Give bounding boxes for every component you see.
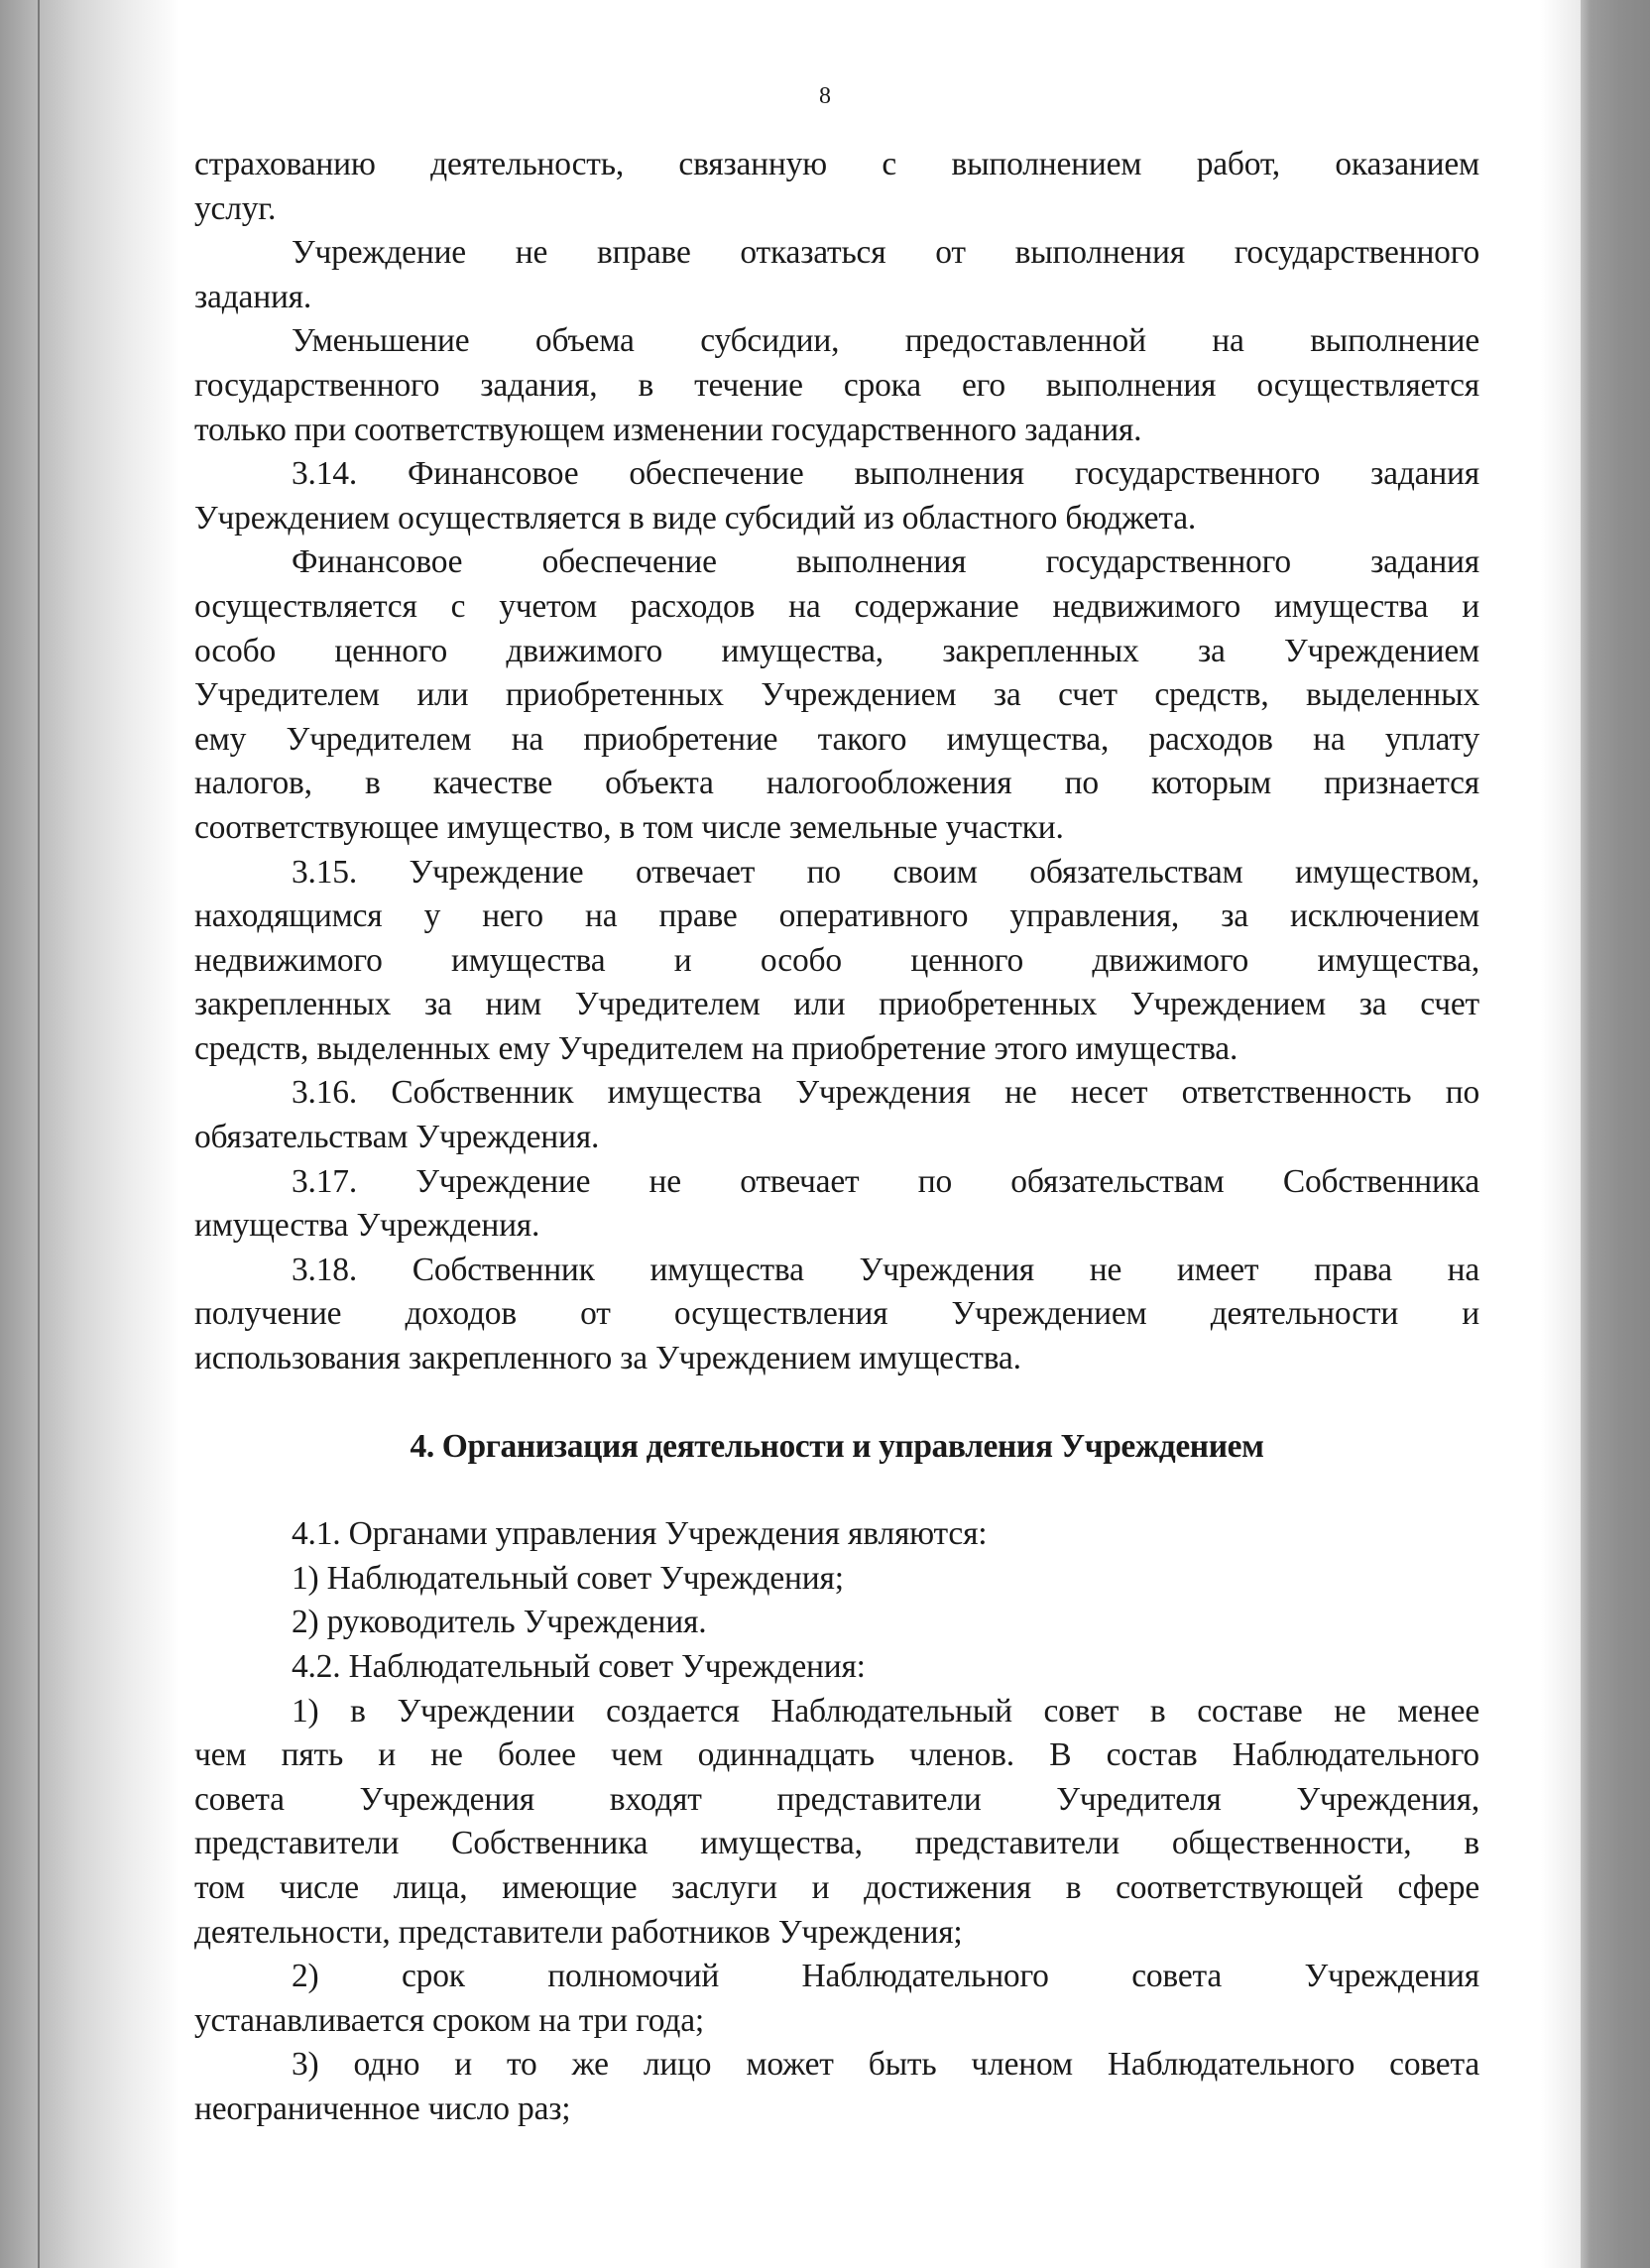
text-line: устанавливается сроком на три года; [194, 2001, 704, 2039]
paragraph [194, 143, 1479, 231]
page-number: 8 [819, 83, 831, 109]
paragraph [194, 2043, 1479, 2131]
text-line: ему Учредителем на приобретение такого имущества, расходов на уплату [194, 720, 1479, 758]
text-line: Учреждение не вправе отказаться от выполнения государственного [292, 234, 1479, 272]
paragraph [194, 540, 1479, 850]
text-line: Уменьшение объема субсидии, предоставленной на выполнение [292, 322, 1479, 360]
scan-binding-edge [38, 0, 40, 2268]
paragraph [194, 452, 1479, 540]
paragraph [194, 319, 1479, 452]
text-line: 3.16. Собственник имущества Учреждения не несет ответственность по [292, 1074, 1479, 1112]
scan-right-edge [1581, 0, 1650, 2268]
text-line: получение доходов от осуществления Учреждением деятельности и [194, 1295, 1479, 1333]
text-line: недвижимого имущества и особо ценного движимого имущества, [194, 941, 1479, 979]
text-line: соответствующее имущество, в том числе земельные участки. [194, 808, 1064, 846]
text-line: задания. [194, 278, 312, 315]
text-line: осуществляется с учетом расходов на содержание недвижимого имущества и [194, 587, 1479, 625]
paragraph [194, 1249, 1479, 1381]
paragraph [194, 1601, 1479, 1645]
text-line: 3.14. Финансовое обеспечение выполнения государственного задания [292, 455, 1479, 493]
text-line: страхованию деятельность, связанную с выполнением работ, оказанием [194, 146, 1479, 182]
text-line: государственного задания, в течение срока его выполнения осуществляется [194, 366, 1479, 404]
text-line: 3.15. Учреждение отвечает по своим обязательствам имуществом, [292, 853, 1479, 891]
text-line: представители Собственника имущества, представители общественности, в [194, 1825, 1479, 1862]
paragraph [194, 1690, 1479, 1956]
text-line: Финансовое обеспечение выполнения государственного задания [292, 543, 1479, 581]
text-line: Учредителем или приобретенных Учреждением за счет средств, выделенных [194, 676, 1479, 714]
document-body [194, 143, 1479, 2132]
text-line: 1) в Учреждении создается Наблюдательный совет в составе не менее [292, 1692, 1479, 1730]
text-line: Учреждением осуществляется в виде субсидий из областного бюджета. [194, 499, 1197, 537]
text-line: закрепленных за ним Учредителем или приобретенных Учреждением за счет [194, 986, 1479, 1023]
paragraph [194, 1645, 1479, 1690]
scan-left-shadow [0, 0, 178, 2268]
text-line: деятельности, представители работников Учреждения; [194, 1913, 963, 1951]
text-line: средств, выделенных ему Учредителем на приобретение этого имущества. [194, 1029, 1238, 1067]
text-line: 1) Наблюдательный совет Учреждения; [292, 1559, 844, 1597]
text-line: особо ценного движимого имущества, закрепленных за Учреждением [194, 632, 1479, 669]
text-line: 2) руководитель Учреждения. [292, 1604, 707, 1641]
text-line: 3.18. Собственник имущества Учреждения не имеет права на [292, 1251, 1479, 1288]
text-line: имущества Учреждения. [194, 1207, 540, 1245]
text-line: использования закрепленного за Учреждением имущества. [194, 1340, 1021, 1377]
paragraph [194, 1071, 1479, 1159]
text-line: 4.2. Наблюдательный совет Учреждения: [292, 1648, 866, 1685]
text-line: только при соответствующем изменении государственного задания. [194, 411, 1142, 448]
text-line: 3.17. Учреждение не отвечает по обязательствам Собственника [292, 1162, 1479, 1200]
text-line: налогов, в качестве объекта налогообложения по которым признается [194, 765, 1479, 802]
text-line: 2) срок полномочий Наблюдательного совета Учреждения [292, 1958, 1479, 1995]
text-line: неограниченное число раз; [194, 2089, 571, 2127]
text-line: 3) одно и то же лицо может быть членом Наблюдательного совета [292, 2046, 1479, 2084]
text-line: чем пять и не более чем одиннадцать членов. В состав Наблюдательного [194, 1736, 1479, 1774]
section-heading: 4. Организация деятельности и управления Учреждением [410, 1427, 1264, 1465]
text-line: совета Учреждения входят представители Учредителя Учреждения, [194, 1780, 1479, 1818]
text-line: 4.1. Органами управления Учреждения являются: [292, 1515, 988, 1553]
paragraph [194, 231, 1479, 319]
paragraph [194, 1557, 1479, 1602]
text-line: находящимся у него на праве оперативного управления, за исключением [194, 897, 1479, 935]
paragraph [194, 1955, 1479, 2043]
text-line: том числе лица, имеющие заслуги и достижения в соответствующей сфере [194, 1868, 1479, 1906]
scan-right-fade [1541, 0, 1581, 2268]
paragraph [194, 1512, 1479, 1557]
text-line: услуг. [194, 189, 277, 227]
paragraph [194, 851, 1479, 1072]
text-line: обязательствам Учреждения. [194, 1119, 600, 1156]
paragraph [194, 1160, 1479, 1249]
